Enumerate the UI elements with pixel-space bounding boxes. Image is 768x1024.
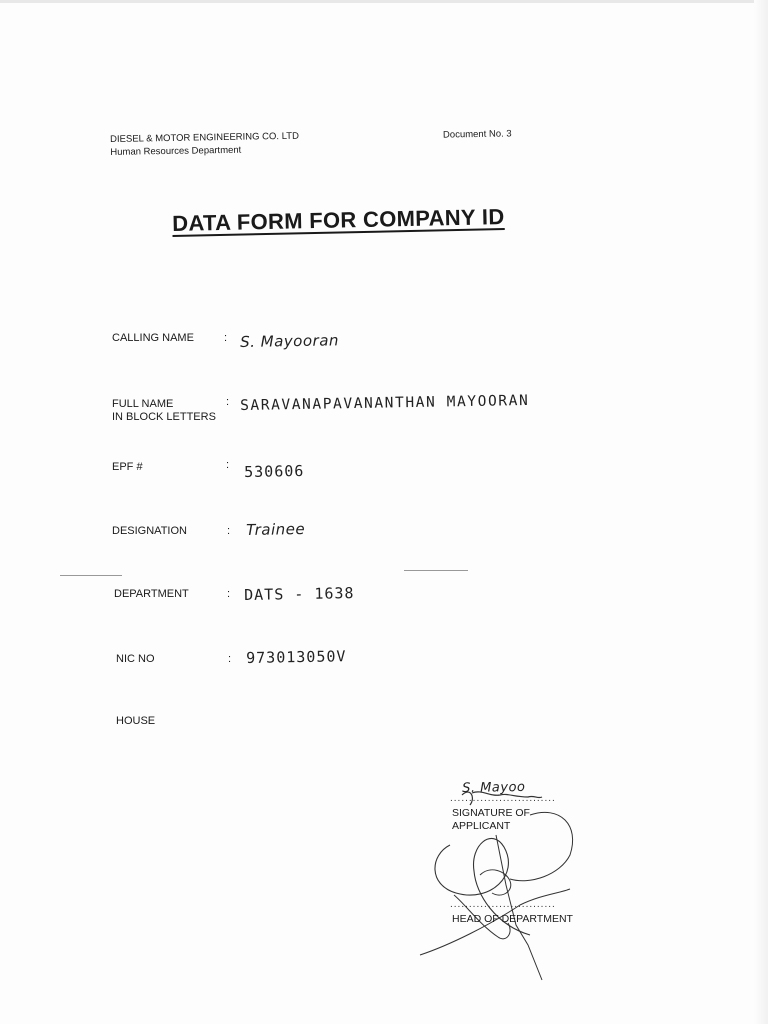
nic-value: 973013050V (246, 647, 347, 667)
colon: : (224, 332, 228, 344)
applicant-label-line2: APPLICANT (452, 820, 511, 832)
company-name: DIESEL & MOTOR ENGINEERING CO. LTD (110, 130, 299, 145)
signature-dots: ............................ (450, 793, 556, 804)
colon: : (227, 588, 231, 600)
epf-label: EPF # (112, 461, 143, 473)
company-header (110, 130, 299, 159)
scan-mark (60, 575, 122, 576)
form-title: DATA FORM FOR COMPANY ID (172, 204, 505, 236)
department-value: DATS - 1638 (244, 584, 355, 604)
applicant-signature: S. Mayoo (462, 779, 526, 796)
document-number: Document No. 3 (442, 128, 512, 141)
scan-edge-right (754, 0, 768, 1024)
full-name-label-line1: FULL NAME (112, 398, 174, 410)
nic-label: NIC NO (116, 653, 155, 665)
full-name-value: SARAVANAPAVANANTHAN MAYOORAN (240, 392, 530, 414)
colon: : (226, 396, 230, 408)
department-name: Human Resources Department (110, 144, 242, 158)
applicant-signature-label (452, 807, 530, 833)
colon: : (228, 653, 232, 665)
signature-dots: ............................ (450, 899, 556, 910)
full-name-label-line2: IN BLOCK LETTERS (112, 411, 216, 423)
applicant-label-line1: SIGNATURE OF (452, 807, 530, 819)
designation-label: DESIGNATION (112, 525, 187, 537)
head-of-department-label: HEAD OF DEPARTMENT (452, 913, 573, 925)
signature-area (410, 775, 610, 995)
calling-name-label: CALLING NAME (112, 332, 194, 344)
house-label: HOUSE (116, 715, 156, 727)
colon: : (226, 459, 230, 471)
epf-value: 530606 (244, 461, 305, 481)
calling-name-value: S. Mayooran (240, 331, 340, 351)
designation-value: Trainee (246, 519, 306, 539)
full-name-label (112, 398, 216, 424)
colon: : (227, 525, 231, 537)
scan-mark (404, 570, 468, 571)
scan-edge-top (0, 0, 768, 3)
department-label: DEPARTMENT (114, 588, 189, 600)
